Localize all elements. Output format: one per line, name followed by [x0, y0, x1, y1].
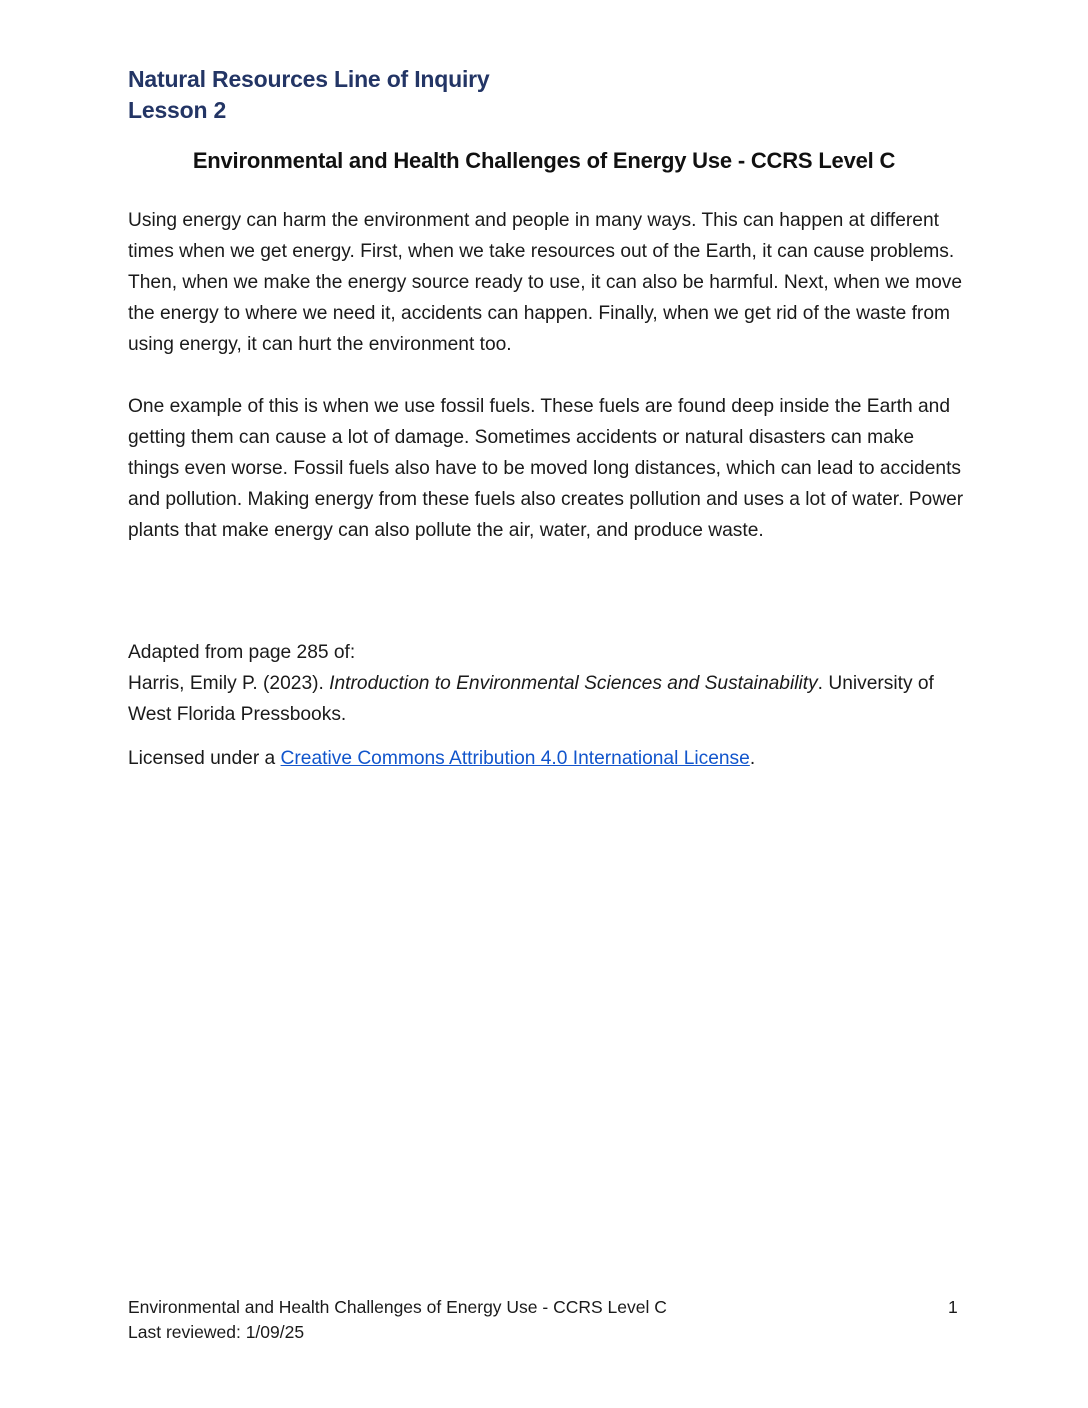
license-link[interactable]: Creative Commons Attribution 4.0 International License — [280, 748, 750, 769]
line-of-inquiry-title: Natural Resources Line of Inquiry — [128, 66, 490, 92]
license-prefix: Licensed under a — [128, 748, 281, 769]
document-title: Environmental and Health Challenges of Energy Use - CCRS Level C — [192, 148, 896, 173]
citation-suffix: . University of West Florida Pressbooks. — [128, 673, 934, 725]
citation-prefix: Harris, Emily P. (2023). — [128, 673, 330, 694]
footer-last-reviewed: Last reviewed: 1/09/25 — [128, 1322, 305, 1342]
license-statement — [128, 743, 964, 774]
page-number: 1 — [948, 1297, 958, 1317]
lesson-number: Lesson 2 — [128, 97, 227, 123]
lesson-header — [128, 64, 489, 126]
page-footer — [128, 1295, 667, 1345]
adapted-from-line: Adapted from page 285 of: — [128, 642, 356, 663]
license-suffix: . — [749, 748, 756, 769]
book-title: Introduction to Environmental Sciences and Sustainability — [329, 673, 818, 694]
paragraph-1: Using energy can harm the environment and people in many ways. This can happen at different times when we get energy. First, when we take resources out of the Earth, it can cause problems. Then, when we make the energy source ready to use, it can also be harmful. Next, when we move the energy to where we need it, accidents can happen. Finally, when we get rid of the waste from using energy, it can hurt the environment too. — [128, 210, 963, 355]
footer-document-name: Environmental and Health Challenges of Energy Use - CCRS Level C — [128, 1297, 667, 1317]
source-credit — [128, 637, 964, 730]
paragraph-2: One example of this is when we use fossil fuels. These fuels are found deep inside the Earth and getting them can cause a lot of damage. Sometimes accidents or natural disasters can make things even worse. Fossil fuels also have to be moved long distances, which can lead to accidents and pollution. Making energy from these fuels also creates pollution and uses a lot of water. Power plants that make energy can also pollute the air, water, and produce waste. — [128, 396, 964, 541]
